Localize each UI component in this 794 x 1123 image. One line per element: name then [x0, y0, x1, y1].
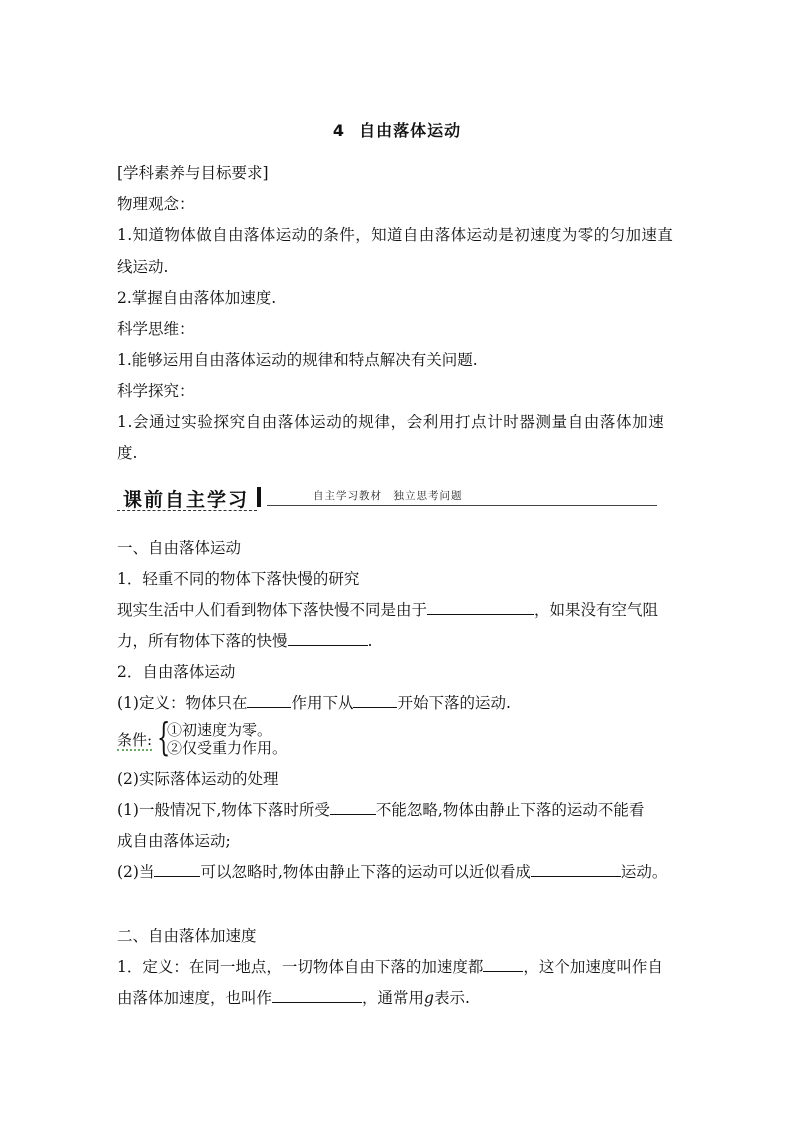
text-segment: 1．定义：在同一地点，一切物体自由下落的加速度都	[117, 958, 484, 976]
text-segment: (1)一般情况下,物体下落时所受	[117, 801, 330, 819]
curly-brace: {	[157, 715, 171, 759]
text-segment: ，这个加速度叫作自	[523, 958, 663, 976]
actual-fall-item-2	[117, 862, 687, 882]
banner-rule	[267, 505, 657, 506]
section-banner	[117, 485, 657, 511]
fill-blank[interactable]	[531, 862, 621, 877]
banner-bar	[257, 487, 261, 507]
banner-title: 课前自主学习	[123, 489, 250, 511]
fill-blank[interactable]	[288, 631, 368, 646]
fill-blank[interactable]	[247, 693, 291, 708]
text-segment: 可以忽略时,物体由静止下落的运动可以近似看成	[200, 863, 531, 881]
text-segment: 运动。	[620, 863, 668, 881]
title-number: 4	[332, 121, 346, 140]
banner-dashed-underline	[117, 510, 257, 511]
section1-sub1-line2	[117, 631, 687, 651]
definition-line	[117, 693, 687, 713]
physics-concept-label: 物理观念：	[117, 195, 195, 213]
text-segment: (1)定义：物体只在	[117, 694, 248, 712]
text-segment: 作用下从	[291, 694, 354, 712]
fill-blank[interactable]	[272, 988, 362, 1003]
text-segment: (2)当	[117, 863, 155, 881]
conditions-block	[117, 715, 417, 761]
text-segment: .	[367, 632, 373, 650]
scientific-inquiry-label: 科学探究：	[117, 382, 195, 400]
condition-2: ②仅受重力作用。	[167, 739, 288, 757]
goals-header: [学科素养与目标要求]	[117, 164, 269, 182]
scientific-thinking-item-1: 1.能够运用自由落体运动的规律和特点解决有关问题.	[117, 351, 478, 369]
text-segment: ，通常用	[362, 989, 425, 1007]
physics-concept-item-1: 1.知道物体做自由落体运动的条件，知道自由落体运动是初速度为零的匀加速直	[117, 226, 674, 244]
page-title	[0, 118, 794, 141]
symbol-g: g	[424, 989, 434, 1007]
text-segment: 由落体加速度，也叫作	[117, 989, 273, 1007]
fill-blank[interactable]	[483, 957, 523, 972]
fill-blank[interactable]	[154, 862, 200, 877]
section1-sub2-heading: 2．自由落体运动	[117, 663, 236, 681]
section1-sub1-line1	[117, 600, 687, 620]
section1-heading: 一、自由落体运动	[117, 539, 242, 557]
fill-blank[interactable]	[353, 693, 397, 708]
banner-subtitle: 自主学习教材 独立思考问题	[313, 490, 463, 502]
section1-sub1-heading: 1．轻重不同的物体下落快慢的研究	[117, 570, 360, 588]
physics-concept-item-2: 2.掌握自由落体加速度.	[117, 289, 277, 307]
scientific-inquiry-item-1: 1.会通过实验探究自由落体运动的规律，会利用打点计时器测量自由落体加速	[117, 413, 665, 431]
conditions-label: 条件:	[117, 731, 153, 749]
fill-blank[interactable]	[330, 800, 376, 815]
scientific-thinking-label: 科学思维：	[117, 320, 195, 338]
fill-blank[interactable]	[427, 600, 534, 615]
actual-fall-item-1	[117, 800, 687, 820]
section2-def-line2	[117, 988, 687, 1008]
section2-def-line1	[117, 957, 687, 977]
condition-1: ①初速度为零。	[167, 721, 273, 739]
text-segment: 表示.	[433, 989, 470, 1007]
actual-fall-heading: (2)实际落体运动的处理	[117, 770, 279, 788]
physics-concept-item-1-cont: 线运动.	[117, 258, 169, 276]
actual-fall-item-1-cont: 成自由落体运动;	[117, 832, 231, 850]
text-segment: 现实生活中人们看到物体下落快慢不同是由于	[117, 601, 428, 619]
scientific-inquiry-item-1-cont: 度.	[117, 444, 138, 462]
section2-heading: 二、自由落体加速度	[117, 927, 257, 945]
title-text: 自由落体运动	[359, 121, 462, 140]
text-segment: 开始下落的运动.	[397, 694, 511, 712]
text-segment: 力，所有物体下落的快慢	[117, 632, 288, 650]
text-segment: ，如果没有空气阻	[534, 601, 659, 619]
text-segment: 不能忽略,物体由静止下落的运动不能看	[375, 801, 645, 819]
